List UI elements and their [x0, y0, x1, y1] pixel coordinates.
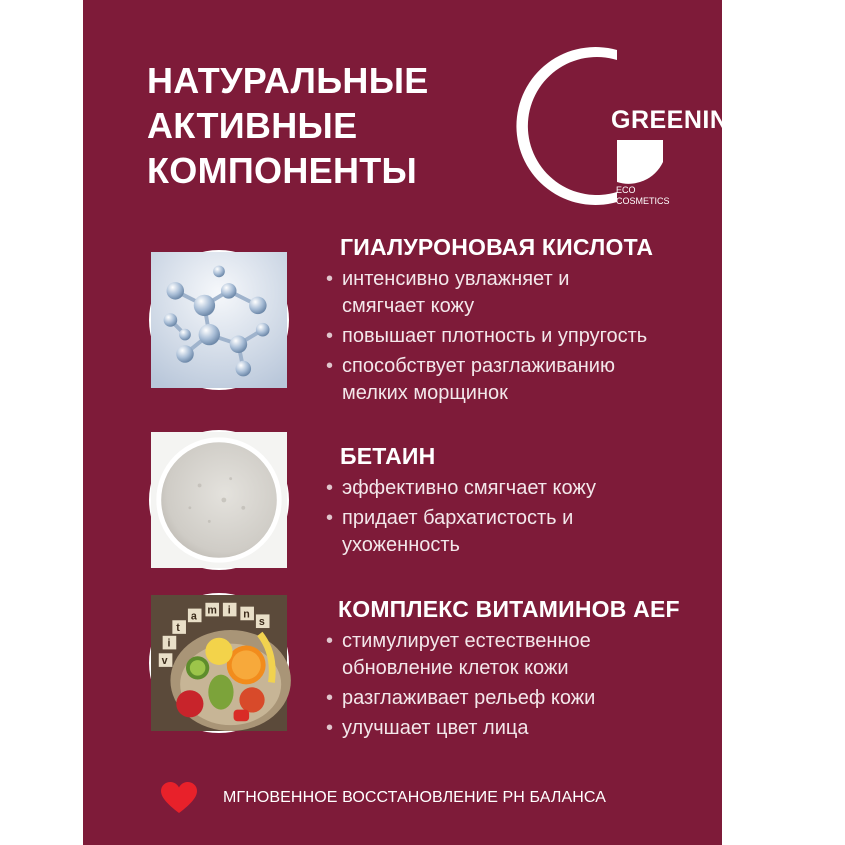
- powder-photo: [149, 430, 289, 570]
- letter-tile: m: [207, 604, 217, 617]
- letter-tile: i: [167, 637, 171, 650]
- headline-line: АКТИВНЫЕ: [147, 105, 358, 146]
- headline-line: КОМПОНЕНТЫ: [147, 150, 418, 191]
- molecule-photo: [149, 250, 289, 390]
- ingredient-bullets: [324, 475, 704, 559]
- bullet-item: • повышает плотность и упругость: [324, 323, 704, 350]
- ingredient-hyaluronic: [324, 232, 704, 410]
- bullet-item: • придает бархатистость и ухоженность: [324, 505, 632, 559]
- promo-panel: [83, 0, 736, 845]
- footer-banner: [161, 782, 606, 814]
- letter-tile: a: [190, 610, 197, 623]
- brand-tagline-eco: ECO: [616, 185, 636, 195]
- ingredient-title: ГИАЛУРОНОВАЯ КИСЛОТА: [340, 234, 654, 260]
- letter-tile: t: [176, 621, 180, 634]
- heart-icon: [161, 782, 197, 814]
- letter-tile: n: [243, 608, 250, 621]
- ingredient-bullets: [324, 628, 704, 742]
- brand-logo: [533, 42, 736, 207]
- footer-text: МГНОВЕННОЕ ВОССТАНОВЛЕНИЕ РН БАЛАНСА: [223, 789, 606, 806]
- fruits-vitamins-photo: [149, 593, 289, 733]
- ingredient-vitamins: [324, 594, 704, 745]
- bullet-item: • эффективно смягчает кожу: [324, 475, 704, 502]
- headline-line: НАТУРАЛЬНЫЕ: [147, 60, 429, 101]
- brand-name: GREENINI: [611, 106, 736, 134]
- bullet-item: • интенсивно увлажняет и смягчает кожу: [324, 266, 632, 320]
- headline: [147, 58, 429, 193]
- letter-tile: v: [161, 654, 168, 667]
- letter-tile: s: [258, 616, 265, 629]
- bullet-item: • разглаживает рельеф кожи: [324, 685, 704, 712]
- ingredient-bullets: [324, 266, 704, 407]
- bullet-item: • способствует разглаживанию мелких морщинок: [324, 353, 682, 407]
- brand-tagline-cosmetics: COSMETICS: [616, 196, 670, 206]
- ingredient-title: БЕТАИН: [340, 443, 436, 469]
- ingredient-title: КОМПЛЕКС ВИТАМИНОВ AEF: [338, 596, 680, 622]
- letter-tile: i: [227, 604, 231, 617]
- bullet-item: • стимулирует естественное обновление клеток кожи: [324, 628, 662, 682]
- bullet-item: • улучшает цвет лица: [324, 715, 704, 742]
- logo-c-arc: [516, 47, 617, 205]
- logo-g-shape: [617, 140, 663, 184]
- ingredient-betaine: [324, 441, 704, 562]
